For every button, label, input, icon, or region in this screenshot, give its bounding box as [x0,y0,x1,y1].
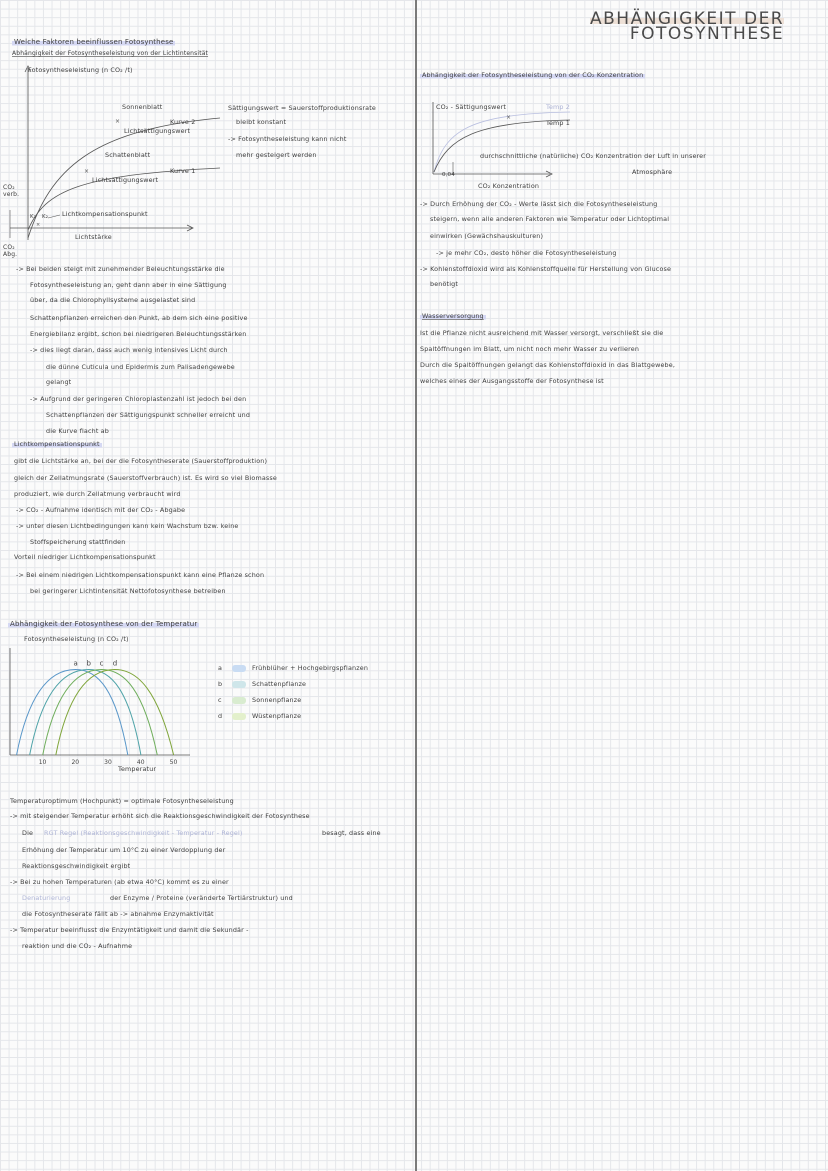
text-line: die dünne Cuticula und Epidermis zum Palisadengewebe [46,363,235,371]
co2-chart-xlabel: CO₂ Konzentration [478,182,540,190]
legend-swatch-b [232,681,246,688]
text-line: -> Temperatur beeinflusst die Enzymtätigkeit und damit die Sekundär - [10,926,249,934]
text-line: Erhöhung der Temperatur um 10°C zu einer Verdopplung der [22,846,226,854]
comp-arrow [48,215,60,218]
text-line: -> Bei beiden steigt mit zunehmender Beleuchtungsstärke die [16,265,225,273]
heading-lichtkompensationspunkt: Lichtkompensationspunkt [14,440,100,448]
temp-chart-ylabel: Fotosyntheseleistung (n CO₂ /t) [24,635,129,643]
note-nicht-gesteigert: mehr gesteigert werden [236,151,317,159]
text-line: reaktion und die CO₂ - Aufnahme [22,942,133,950]
text-line: bei geringerer Lichtintensität Nettofotosynthese betreiben [30,587,226,595]
text-line: die Fotosyntheserate fällt ab -> abnahme Enzymaktivität [22,910,214,918]
co2-note: durchschnittliche (natürliche) CO₂ Konzentration der Luft in unserer [480,152,707,160]
temp-chart [0,640,200,770]
label-sonnenblatt: Sonnenblatt [122,103,163,111]
legend-swatch-a [232,665,246,672]
legend-label-d: Wüstenpflanze [252,712,302,720]
text-line: über, da die Chlorophyllsysteme ausgelastet sind [30,296,196,304]
text-line: Schattenpflanzen der Sättigungspunkt schneller erreicht und [46,411,251,419]
text-line: -> Aufgrund der geringeren Chloroplastenzahl ist jedoch bei den [30,395,247,403]
comp-marker: × [36,222,41,228]
text-line: Fotosyntheseleistung an, geht dann aber in eine Sättigung [30,281,227,289]
text-line: die Kurve flacht ab [46,427,109,435]
legend-key-c: c [218,696,222,704]
text-line: einwirken (Gewächshauskulturen) [430,232,544,240]
text-line: Vorteil niedriger Lichtkompensationspunkt [14,553,156,561]
page-title [590,9,785,44]
temp-x-tick: 40 [136,759,145,766]
label-lichtkompensationspunkt: Lichtkompensationspunkt [62,210,148,218]
label-kurve2: Kurve 2 [170,118,196,126]
legend-label-b: Schattenpflanze [252,680,307,688]
temp-x-tick: 30 [104,759,112,766]
legend-label-c: Sonnenpflanze [252,696,302,704]
temp-curve-letter: d [112,659,118,668]
legend-key-b: b [218,680,223,688]
light-chart-xlabel: Lichtstärke [75,233,112,241]
text-line: Stoffspeicherung stattfinden [30,538,126,546]
sat-marker-1: × [84,168,90,175]
text-line: gleich der Zellatmungsrate (Sauerstoffverbrauch) ist. Es wird so viel Biomasse [14,474,277,482]
text-line: -> Durch Erhöhung der CO₂ - Werte lässt sich die Fotosyntheseleistung [420,200,658,208]
text-line: Die [22,829,34,837]
label-k1: K₁ [30,214,37,220]
temp-curve-letter: c [99,659,104,668]
label-k2: K₂ [42,214,49,220]
text-denaturierung: Denaturierung [22,894,71,902]
label-co2-verb: CO₂ verb. [3,184,20,198]
text-line: produziert, wie durch Zellatmung verbraucht wird [14,490,181,498]
temp-curve-letter: b [86,659,91,668]
label-lichtsaettigung1: Lichtsättigungswert [92,176,159,184]
legend-swatch-d [232,713,246,720]
text-line: welches eines der Ausgangsstoffe der Fotosynthese ist [420,377,604,385]
text-line: -> unter diesen Lichtbedingungen kann kein Wachstum bzw. keine [16,522,239,530]
label-temp1: Temp 1 [546,119,571,127]
heading-temperatur: Abhängigkeit der Fotosynthese von der Temperatur [10,620,198,628]
text-line: Reaktionsgeschwindigkeit ergibt [22,862,131,870]
text-line: steigern, wenn alle anderen Faktoren wie Temperatur oder Lichtoptimal [430,215,670,223]
sat-marker-2: × [115,118,121,125]
text-line: -> Bei einem niedrigen Lichtkompensationspunkt kann eine Pflanze schon [16,571,265,579]
text-line: Temperaturoptimum (Hochpunkt) = optimale Fotosyntheseleistung [10,797,234,805]
label-temp2: Temp 2 [546,103,571,111]
heading-wasserversorgung: Wasserversorgung [422,312,484,320]
legend-key-a: a [218,664,223,672]
co2-tick-label: 0,04 [442,172,455,178]
temp-chart-xlabel: Temperatur [118,765,157,773]
legend-label-a: Frühblüher + Hochgebirgspflanzen [252,664,369,672]
page-divider [415,0,417,1171]
label-schattenblatt: Schattenblatt [105,151,151,159]
text-line: der Enzyme / Proteine (veränderte Tertiärstruktur) und [110,894,293,902]
temp-x-tick: 20 [71,759,80,766]
note-fotosyntheseleistung: -> Fotosyntheseleistung kann nicht [228,135,347,143]
light-chart-ylabel: Fotosyntheseleistung (n CO₂ /t) [28,66,133,74]
label-co2-abg: CO₂ Abg. [3,244,18,258]
label-lichtsaettigung2: Lichtsättigungswert [124,127,191,135]
text-line: Schattenpflanzen erreichen den Punkt, ab dem sich eine positive [30,314,248,322]
co2-chart [430,100,610,180]
legend-swatch-c [232,697,246,704]
page-title-line2: FOTOSYNTHESE [629,24,785,44]
co2-note2: Atmosphäre [632,168,673,176]
label-co2-saettigung: CO₂ - Sättigungswert [436,103,507,111]
subheading-light: Abhängigkeit der Fotosyntheseleistung von der Lichtintensität [12,50,209,57]
text-line: Durch die Spaltöffnungen gelangt das Kohlenstoffdioxid in das Blattgewebe, [420,361,676,369]
legend-key-d: d [218,712,223,720]
text-line: -> CO₂ - Aufnahme identisch mit der CO₂ - Abgabe [16,506,186,514]
section-heading-factors: Welche Faktoren beeinflussen Fotosynthese [14,38,174,46]
text-rgt-regel: RGT Regel (Reaktionsgeschwindigkeit - Temperatur - Regel) [44,829,243,837]
label-kurve1: Kurve 1 [170,167,196,175]
heading-co2: Abhängigkeit der Fotosyntheseleistung von der CO₂ Konzentration [422,71,644,79]
text-line: besagt, dass eine [322,829,381,837]
temp-x-tick: 50 [169,759,178,766]
text-line: -> Kohlenstoffdioxid wird als Kohlenstoffquelle für Herstellung von Glucose [420,265,672,273]
text-line: Ist die Pflanze nicht ausreichend mit Wasser versorgt, verschließt sie die [420,329,664,337]
text-line: -> Bei zu hohen Temperaturen (ab etwa 40°C) kommt es zu einer [10,878,229,886]
text-line: -> dies liegt daran, dass auch wenig intensives Licht durch [30,346,228,354]
temp-x-tick: 10 [38,759,47,766]
text-line: benötigt [430,280,458,288]
text-line: Spaltöffnungen im Blatt, um nicht noch mehr Wasser zu verlieren [420,345,640,353]
co2-sat-marker: × [506,114,512,121]
note-saettigungswert: Sättigungswert = Sauerstoffproduktionsrate [228,104,376,112]
text-line: Energiebilanz ergibt, schon bei niedrigeren Beleuchtungsstärken [30,330,247,338]
text-line: -> mit steigender Temperatur erhöht sich die Reaktionsgeschwindigkeit der Fotosynthese [10,812,310,820]
text-line: -> je mehr CO₂, desto höher die Fotosyntheseleistung [436,249,617,257]
text-line: gibt die Lichtstärke an, bei der die Fotosyntheserate (Sauerstoffproduktion) [14,457,268,465]
co2-curve-temp1 [434,120,570,172]
page-title-line1: ABHÄNGIGKEIT DER [590,9,785,29]
temp-curve-letter: a [73,659,78,668]
note-bleibt-konstant: bleibt konstant [236,118,287,126]
text-line: gelangt [46,378,72,386]
